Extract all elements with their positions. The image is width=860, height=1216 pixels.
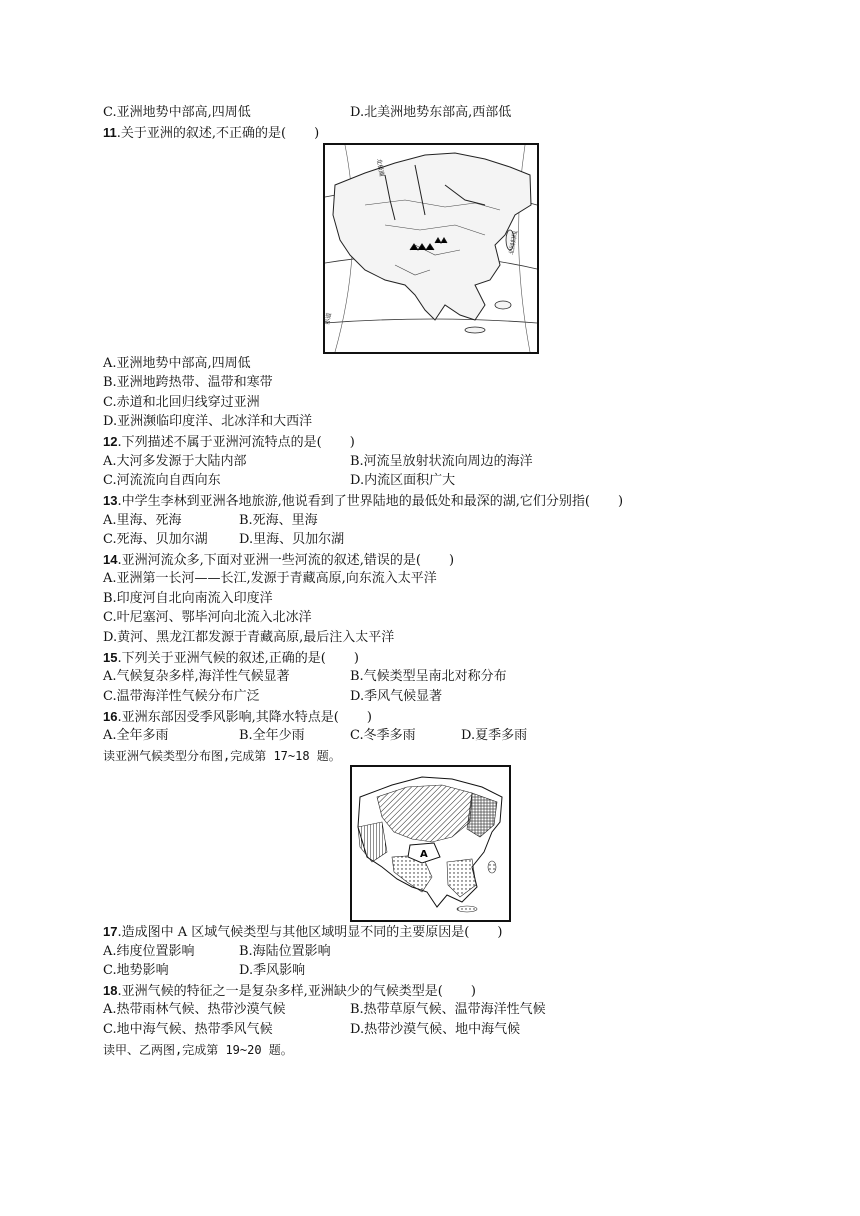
q18-option-c: C.地中海气候、热带季风气候 xyxy=(103,1022,273,1037)
q13-option-d: D.里海、贝加尔湖 xyxy=(239,532,345,547)
question-15-stem: 15.下列关于亚洲气候的叙述,正确的是( ) xyxy=(103,650,359,666)
q15-option-c: C.温带海洋性气候分布广泛 xyxy=(103,689,260,704)
q15-option-d: D.季风气候显著 xyxy=(350,689,443,704)
q18-option-b: B.热带草原气候、温带海洋性气候 xyxy=(350,1002,546,1017)
q14-option-b: B.印度河自北向南流入印度洋 xyxy=(103,591,273,606)
q13-option-a: A.里海、死海 xyxy=(103,513,182,528)
q12-option-d: D.内流区面积广大 xyxy=(350,473,456,488)
map2-label-a: A xyxy=(420,849,428,860)
asia-map-svg xyxy=(325,145,537,352)
question-13-stem: 13.中学生李林到亚洲各地旅游,他说看到了世界陆地的最低处和最深的湖,它们分别指( ) xyxy=(103,493,624,509)
q11-option-b: B.亚洲地跨热带、温带和寒带 xyxy=(103,375,273,390)
asia-climate-map-figure xyxy=(350,765,511,922)
question-17-stem: 17.造成图中 A 区域气候类型与其他区域明显不同的主要原因是( ) xyxy=(103,924,503,940)
asia-map-figure xyxy=(323,143,539,354)
q14-option-c: C.叶尼塞河、鄂毕河向北流入北冰洋 xyxy=(103,610,312,625)
question-18-stem: 18.亚洲气候的特征之一是复杂多样,亚洲缺少的气候类型是( ) xyxy=(103,983,476,999)
q10-option-d: D.北美洲地势东部高,西部低 xyxy=(350,105,512,120)
q11-option-d: D.亚洲濒临印度洋、北冰洋和大西洋 xyxy=(103,414,313,429)
q16-option-d: D.夏季多雨 xyxy=(461,728,528,743)
q17-option-c: C.地势影响 xyxy=(103,963,169,978)
q12-option-b: B.河流呈放射状流向周边的海洋 xyxy=(350,454,533,469)
q17-option-d: D.季风影响 xyxy=(239,963,306,978)
q15-option-a: A.气候复杂多样,海洋性气候显著 xyxy=(103,669,290,684)
q17-option-b: B.海陆位置影响 xyxy=(239,944,331,959)
question-11-stem: 11.关于亚洲的叙述,不正确的是( ) xyxy=(103,125,320,141)
q12-option-c: C.河流流向自西向东 xyxy=(103,473,221,488)
question-16-stem: 16.亚洲东部因受季风影响,其降水特点是( ) xyxy=(103,709,372,725)
q16-option-c: C.冬季多雨 xyxy=(350,728,416,743)
question-14-stem: 14.亚洲河流众多,下面对亚洲一些河流的叙述,错误的是( ) xyxy=(103,552,455,568)
read-instruction-19-20: 读甲、乙两图,完成第 19~20 题。 xyxy=(103,1043,293,1057)
map1-label-equator: 赤道 xyxy=(324,312,334,326)
q16-option-b: B.全年少雨 xyxy=(239,728,305,743)
q18-option-d: D.热带沙漠气候、地中海气候 xyxy=(350,1022,521,1037)
map1-label-arctic: 北极圈 xyxy=(375,158,386,178)
map1-label-tropic: 北回归线 xyxy=(508,230,520,256)
q17-option-a: A.纬度位置影响 xyxy=(103,944,195,959)
q15-option-b: B.气候类型呈南北对称分布 xyxy=(350,669,507,684)
read-instruction-17-18: 读亚洲气候类型分布图,完成第 17~18 题。 xyxy=(103,749,341,763)
q10-option-c: C.亚洲地势中部高,四周低 xyxy=(103,105,251,120)
q16-option-a: A.全年多雨 xyxy=(103,728,169,743)
q13-option-b: B.死海、里海 xyxy=(239,513,318,528)
q18-option-a: A.热带雨林气候、热带沙漠气候 xyxy=(103,1002,286,1017)
q13-option-c: C.死海、贝加尔湖 xyxy=(103,532,208,547)
q11-option-a: A.亚洲地势中部高,四周低 xyxy=(103,356,251,371)
climate-map-svg xyxy=(352,767,509,920)
question-12-stem: 12.下列描述不属于亚洲河流特点的是( ) xyxy=(103,434,355,450)
q11-option-c: C.赤道和北回归线穿过亚洲 xyxy=(103,395,260,410)
q12-option-a: A.大河多发源于大陆内部 xyxy=(103,454,247,469)
q14-option-a: A.亚洲第一长河——长江,发源于青藏高原,向东流入太平洋 xyxy=(103,571,437,586)
q14-option-d: D.黄河、黑龙江都发源于青藏高原,最后注入太平洋 xyxy=(103,630,395,645)
